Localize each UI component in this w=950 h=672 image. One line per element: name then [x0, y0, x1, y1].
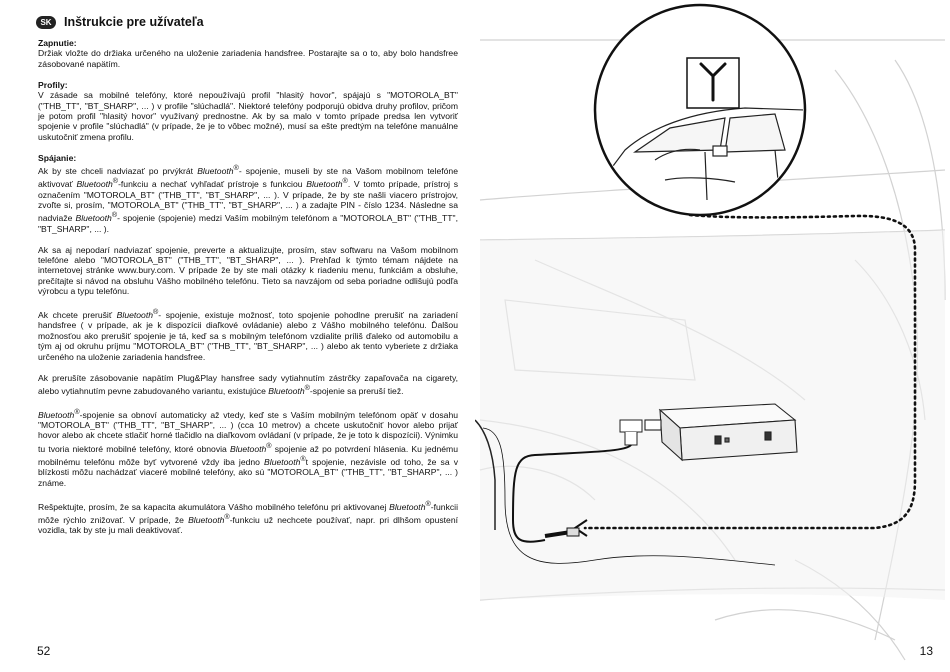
reg-mark: ®	[304, 383, 310, 392]
text-run: Rešpektujte, prosím, že sa kapacita akumulátora Vášho mobilného telefónu pri aktivovanej	[38, 501, 390, 512]
text-run: Ak by ste chceli nadviazať po prvýkrát	[38, 165, 198, 176]
text-run: - spojenie, existuje možnosť, toto spojenie pohodlne prerušiť na zariadení handsfree ( v prípade, ak je k dispozícii diaľkové ovládanie) alebo z Vášho mobilného telefónu. Ďalšou možnosťou ako prerušiť spojenie je tá, keď sa s mobilným telefónom vzdialite príliš ďaleko od automobilu a tým aj od okruhu príjmu "MOTOROLA_BT" ("THB_TT", "BT_SHARP", ... ) alebo ak tento vyberiete z držiaka určeného na uloženie zariadenia handsfree.	[38, 309, 458, 362]
text-run: -funkciu a nechať vyhľadať prístroje s funkciou	[118, 179, 307, 190]
paragraph-reconnect	[38, 407, 458, 488]
page-number-right: 13	[919, 644, 933, 658]
text-run: - spojenie, museli by ste na Vašom mobilnom telefóne aktivovať	[38, 165, 458, 190]
right-page-illustration	[475, 0, 950, 672]
page-title: Inštrukcie pre užívateľa	[64, 15, 204, 29]
text-run: -spojenie sa preruší tiež.	[309, 385, 404, 396]
text-run: spojenie až po potvrdení hlásenia. Ku jednému mobilnému telefónu môže byť vytvorené vždy iba jedno	[38, 443, 458, 467]
section-title-zapnutie: Zapnutie:	[38, 38, 77, 48]
section-title-profily: Profily:	[38, 79, 68, 90]
reg-mark: ®	[425, 499, 431, 508]
text-run: -spojenie sa obnoví automaticky až vtedy, keď ste s Vaším mobilným telefónom opäť v dosahu "MOTOROLA_BT" ("THB_TT", "BT_SHARP", ... ) (cca 10 metrov) a chcete uskutočniť hovor alebo prijať hovor alebo ak chcete stlačiť horné tlačidlo na diaľkovom ovládaní (v prípade, že je toto k dispozícii). Výnimku tu tvoria niektoré mobilné telefóny, ktoré obnovia	[38, 409, 458, 454]
text-run: -funkcii môže rýchlo znižovať. V prípade, že	[38, 501, 458, 525]
paragraph-battery	[38, 499, 458, 536]
section-text-zapnutie: Držiak vložte do držiaka určeného na uloženie zariadenia handsfree. Postarajte sa o to, aby bolo handsfree zásobované napätím.	[38, 48, 458, 69]
text-run: . V tomto prípade, prístroj s označením "MOTOROLA_BT" ("THB_TT", "BT_SHARP", ... ). V prípade, že by ste našli viacero prístrojov, zvoľte si, prosím, "MOTOROLA_BT" ("THB_TT", "BT_SHARP", ... ) a zadajte PIN - číslo 1234. Následne sa nadviaže	[38, 179, 458, 224]
bluetooth-term: Bluetooth	[268, 385, 305, 396]
text-run: - spojenie (spojenie) medzi Vaším mobilným telefónom a "MOTOROLA_BT" ("THB_TT", "BT_SHARP", ... ).	[38, 213, 458, 234]
bluetooth-term: Bluetooth	[264, 456, 301, 467]
text-run: Ak chcete prerušiť	[38, 309, 117, 320]
instructions-body	[38, 38, 458, 546]
section-spajanie	[38, 153, 458, 234]
bluetooth-term: Bluetooth	[38, 409, 75, 420]
paragraph-update	[38, 245, 458, 297]
bluetooth-term: Bluetooth	[76, 179, 113, 190]
paragraph-disconnect	[38, 307, 458, 362]
reg-mark: ®	[224, 512, 230, 521]
section-header	[36, 15, 204, 29]
reg-mark: ®	[74, 407, 80, 416]
section-zapnutie	[38, 38, 458, 69]
paragraph-power	[38, 373, 458, 397]
bluetooth-term: Bluetooth	[229, 443, 267, 454]
language-badge: SK	[36, 16, 56, 29]
section-title-spajanie: Spájanie:	[38, 152, 77, 163]
text-run: Ak prerušíte zásobovanie napätím Plug&Play hansfree sady vytiahnutím zástrčky zapaľovača na cigarety, alebo vytiahnutím pevne zabudovaného variantu, existujúce	[38, 372, 458, 396]
section-text-profily: V zásade sa mobilné telefóny, ktoré nepoužívajú profil "hlasitý hovor", spájajú s "MOTOROLA_BT" ("THB_TT", "BT_SHARP", ... ) v profile "slúchadlá". Niektoré telefóny podporujú obidva druhy profilov, pričom je potom profil "hlasitý hovor" využívaný prednostne. Ak by sa malo v tomto prípade predsa len vytvoriť spojenie v profile "slúchadlá" (v prípade, že je to vôbec možné), musí sa ešte predtým na telefóne manuálne uskutočniť zmena profilu.	[38, 90, 458, 142]
bluetooth-term: Bluetooth	[306, 179, 343, 190]
reg-mark: ®	[233, 164, 239, 173]
reg-mark: ®	[112, 177, 119, 186]
reg-mark: ®	[266, 441, 272, 450]
page-number-left: 52	[37, 644, 51, 658]
reg-mark: ®	[111, 211, 118, 220]
text-run: t spojenie, nezávisle od toho, že sa v blízkosti môžu nachádzať viaceré mobilné telefóny, ako sú "MOTOROLA_BT" ("THB_TT", "BT_SHARP", ... ) známe.	[38, 456, 458, 488]
antenna-icon	[687, 58, 739, 108]
text-run: -funkciu už nechcete používať, napr. pri dlhšom opustení vozidla, tak by ste ju mali deaktivovať.	[38, 514, 458, 536]
reg-mark: ®	[300, 455, 306, 464]
bluetooth-term: Bluetooth	[197, 165, 234, 176]
car-inset-circle	[595, 5, 815, 215]
reg-mark: ®	[153, 308, 159, 317]
bluetooth-term: Bluetooth	[188, 514, 225, 525]
reg-mark: ®	[342, 177, 348, 186]
section-profily	[38, 80, 458, 142]
bluetooth-term: Bluetooth	[389, 501, 426, 512]
installation-illustration	[475, 0, 950, 672]
bluetooth-term: Bluetooth	[75, 213, 112, 224]
text-run: Ak sa aj nepodarí nadviazať spojenie, preverte a aktualizujte, prosím, stav softwaru na Vašom mobilnom telefóne alebo "MOTOROLA_BT" ("THB_TT", "BT_SHARP", ... ). Prehľad k týmto témam nájdete na internetovej stránke www.bury.com. V prípade že by ste mali otázky k riadeniu menu, funkciám a obsluhe, prečítajte si návod na obsluhu Vášho mobilného telefónu. Tieto sa navzájom od seba poriadne odlišujú podľa výrobcu a typu telefónu.	[38, 244, 458, 297]
bluetooth-term: Bluetooth	[116, 309, 153, 320]
